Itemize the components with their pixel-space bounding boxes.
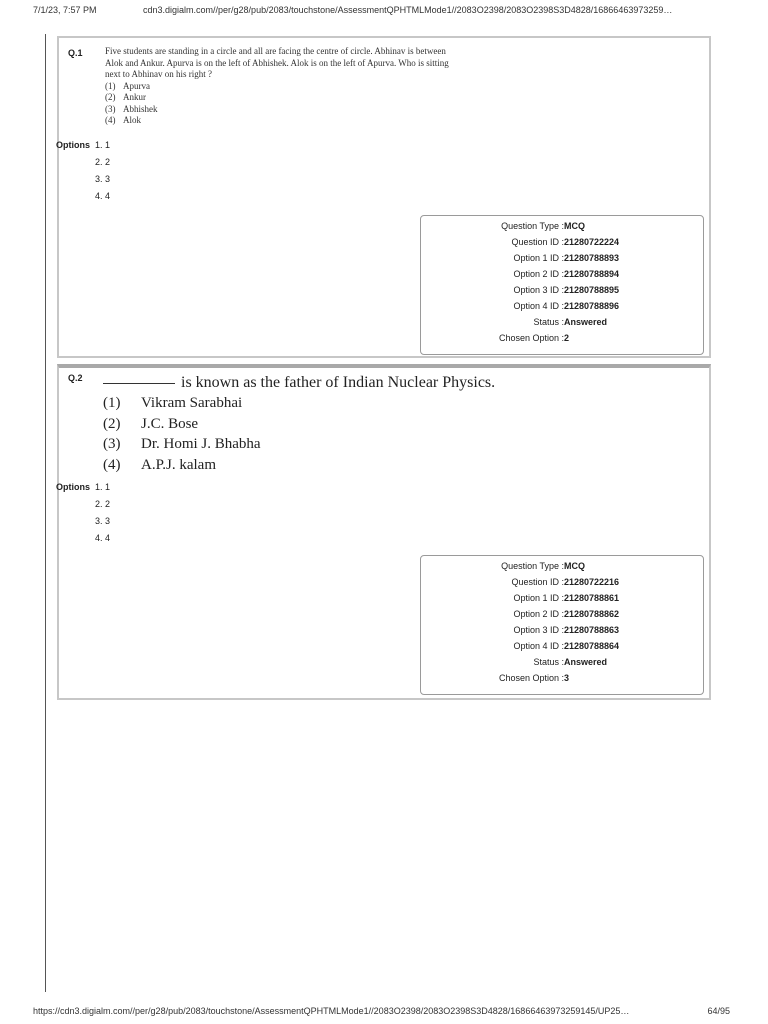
info-key: Option 3 ID : <box>513 285 564 295</box>
question-text <box>105 46 525 127</box>
option-item: 3. 3 <box>95 516 111 526</box>
option-item: 3. 3 <box>95 174 111 184</box>
choice-item <box>105 104 525 116</box>
question-info-panel <box>420 555 704 695</box>
info-value: 21280788893 <box>564 253 620 263</box>
info-key: Option 1 ID : <box>513 253 564 263</box>
info-value: 21280788895 <box>564 285 620 295</box>
choice-text: J.C. Bose <box>141 415 199 432</box>
info-value: Answered <box>564 317 608 327</box>
info-key: Question Type : <box>501 561 564 571</box>
choice-text: Vikram Sarabhai <box>141 395 243 411</box>
print-header-url: cdn3.digialm.com//per/g28/pub/2083/touchstone/AssessmentQPHTMLMode1//2083O2398/2083O2398S3D4828/16866463973259… <box>143 5 673 15</box>
choice-number: (3) <box>105 103 116 114</box>
choice-item <box>103 414 623 435</box>
print-datetime: 7/1/23, 7:57 PM <box>33 5 97 15</box>
choice-number: (1) <box>103 395 121 411</box>
info-row-status <box>421 657 705 673</box>
info-row-chosen-option <box>421 333 705 349</box>
choice-number: (2) <box>103 415 121 432</box>
choice-list <box>105 81 525 127</box>
info-row-option-1-id <box>421 253 705 269</box>
info-value: Answered <box>564 657 608 667</box>
question-text-line: next to Abhinav on his right ? <box>105 69 212 79</box>
choice-number: (3) <box>103 436 121 452</box>
info-value: MCQ <box>564 561 585 571</box>
info-row-question-id <box>421 577 705 593</box>
option-item: 2. 2 <box>95 157 111 167</box>
question-number: Q.2 <box>68 373 83 383</box>
info-row-chosen-option <box>421 673 705 689</box>
question-text-line: Alok and Ankur. Apurva is on the left of Abhishek. Alok is on the left of Apurva. Who is sitting <box>105 57 449 68</box>
choice-text: Alok <box>123 115 141 125</box>
question-info-panel <box>420 215 704 355</box>
options-label: Options <box>56 482 90 492</box>
choice-item <box>105 81 525 93</box>
print-footer <box>0 1005 768 1021</box>
info-key: Option 1 ID : <box>513 593 564 603</box>
choice-number: (4) <box>103 456 121 473</box>
choice-text: Abhishek <box>123 103 158 114</box>
option-item: 1. 1 <box>95 482 111 492</box>
question-number: Q.1 <box>68 48 83 58</box>
question-block-1 <box>57 36 711 358</box>
info-value: MCQ <box>564 221 585 231</box>
choice-text: Ankur <box>123 92 146 102</box>
info-value: 21280788861 <box>564 593 620 603</box>
info-value: 21280788864 <box>564 641 620 651</box>
info-row-option-4-id <box>421 641 705 657</box>
option-item: 4. 4 <box>95 191 111 201</box>
info-row-status <box>421 317 705 333</box>
option-item: 2. 2 <box>95 499 111 509</box>
answer-blank <box>103 383 175 384</box>
choice-item <box>105 92 525 104</box>
info-key: Question ID : <box>511 237 564 247</box>
question-text-line: Five students are standing in a circle and all are facing the centre of circle. Abhinav is between <box>105 46 446 56</box>
page-number: 64/95 <box>707 1006 730 1016</box>
info-key: Option 4 ID : <box>513 641 564 651</box>
info-row-question-type <box>421 221 705 237</box>
choice-item <box>105 115 525 127</box>
info-key: Option 2 ID : <box>513 269 564 279</box>
info-row-option-1-id <box>421 593 705 609</box>
info-key: Chosen Option : <box>498 673 564 683</box>
info-value: 21280722216 <box>564 577 620 587</box>
info-value: 21280788862 <box>564 609 620 619</box>
choice-text: Apurva <box>123 80 150 91</box>
question-stem <box>103 373 623 393</box>
info-key: Question Type : <box>501 221 564 231</box>
info-key: Question ID : <box>511 577 564 587</box>
question-stem-text: is known as the father of Indian Nuclear Physics. <box>181 374 496 391</box>
info-value: 3 <box>564 673 570 683</box>
print-footer-url: https://cdn3.digialm.com//per/g28/pub/2083/touchstone/AssessmentQPHTMLMode1//2083O2398/2083O2398S3D4828/16866463973259145/UP25… <box>33 1006 630 1016</box>
option-item: 4. 4 <box>95 533 111 543</box>
choice-text: A.P.J. kalam <box>141 456 216 473</box>
page-margin-line <box>45 34 46 992</box>
question-text <box>103 373 623 475</box>
info-key: Status : <box>533 317 564 327</box>
info-row-option-2-id <box>421 269 705 285</box>
choice-list <box>103 393 623 475</box>
choice-number: (1) <box>105 80 116 91</box>
options-label: Options <box>56 140 90 150</box>
info-row-question-id <box>421 237 705 253</box>
info-key: Option 4 ID : <box>513 301 564 311</box>
option-item: 1. 1 <box>95 140 111 150</box>
info-value: 21280722224 <box>564 237 620 247</box>
info-row-option-4-id <box>421 301 705 317</box>
info-value: 2 <box>564 333 570 343</box>
info-key: Chosen Option : <box>498 333 564 343</box>
info-key: Option 2 ID : <box>513 609 564 619</box>
info-key: Status : <box>533 657 564 667</box>
info-value: 21280788894 <box>564 269 620 279</box>
choice-item <box>103 455 623 476</box>
choice-item <box>103 393 623 414</box>
choice-number: (4) <box>105 115 116 125</box>
print-header <box>0 0 768 16</box>
question-block-2 <box>57 364 711 700</box>
info-value: 21280788896 <box>564 301 620 311</box>
info-value: 21280788863 <box>564 625 620 635</box>
info-row-option-3-id <box>421 285 705 301</box>
choice-item <box>103 434 623 455</box>
info-row-option-3-id <box>421 625 705 641</box>
info-key: Option 3 ID : <box>513 625 564 635</box>
info-row-question-type <box>421 561 705 577</box>
choice-text: Dr. Homi J. Bhabha <box>141 436 261 452</box>
info-row-option-2-id <box>421 609 705 625</box>
choice-number: (2) <box>105 92 116 102</box>
